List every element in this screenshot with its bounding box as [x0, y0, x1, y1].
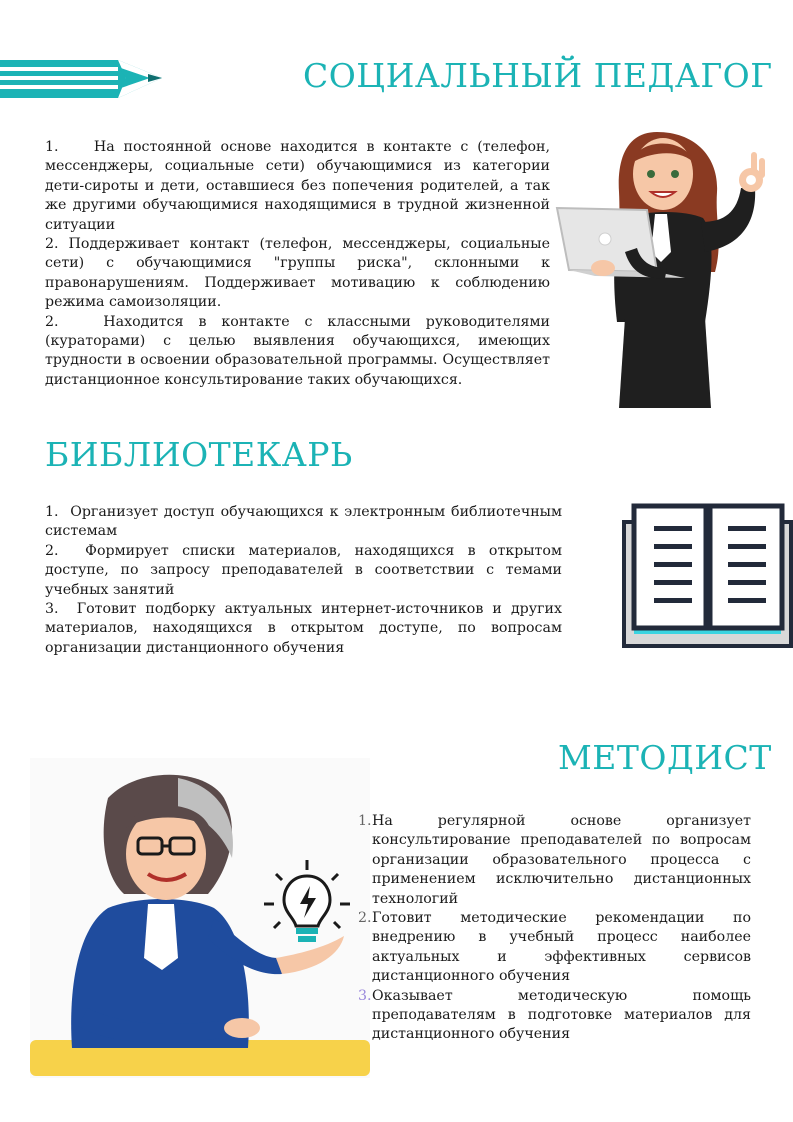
library-text [45, 503, 562, 658]
social-item-3: 2. Находится в контакте с классными руководителями (кураторами) с целью выявления обучающихся, имеющих трудности в освоении образовательной программы. Осуществляет дистанционное консультирование таких обучающихся. [45, 313, 550, 388]
list-number: 1. [358, 813, 372, 829]
section-title-methodist: МЕТОДИСТ [558, 738, 772, 777]
section-title-social: СОЦИАЛЬНЫЙ ПЕДАГОГ [303, 56, 773, 95]
lightbulb-icon [262, 858, 352, 950]
methodist-list [358, 812, 751, 1045]
open-book-icon [620, 500, 793, 652]
library-item-1: 1. Организует доступ обучающихся к электронным библиотечным системам [45, 504, 562, 540]
social-text [45, 138, 550, 390]
list-item-text: Готовит методические рекомендации по внедрению в учебный процесс наиболее актуальных и эффективных сервисов дистанционного обучения [372, 910, 751, 985]
list-item-text: На регулярной основе организует консультирование преподавателей по вопросам организации образовательного процесса с применением исключительно дистанционных технологий [372, 813, 751, 907]
section-title-library: БИБЛИОТЕКАРЬ [45, 435, 353, 474]
pencil-icon [0, 56, 165, 102]
list-item-text: Оказывает методическую помощь преподавателям в подготовке материалов для дистанционного обучения [372, 987, 751, 1043]
methodist-item-2 [358, 909, 751, 987]
library-item-3: 3. Готовит подборку актуальных интернет-источников и других материалов, находящихся в открытом доступе, по вопросам организации дистанционного обучения [45, 601, 562, 656]
teacher-laptop-illustration [555, 122, 775, 412]
list-number: 2. [358, 910, 372, 927]
library-item-2: 2. Формирует списки материалов, находящихся в открытом доступе, по запросу преподавателей в соответствии с темами учебных занятий [45, 542, 562, 598]
social-item-1: 1. На постоянной основе находится в контакте с (телефон, мессенджеры, социальные сети) обучающимися из категории дети-сироты и дети, оставшиеся без попечения родителей, а так же другими обучающимися находящимися в трудной жизненной ситуации [45, 139, 550, 233]
methodist-item-3 [358, 987, 751, 1045]
methodist-item-1 [358, 812, 751, 909]
social-item-2: 2. Поддерживает контакт (телефон, мессенджеры, социальные сети) с обучающимися "группы риска", склонными к правонарушениям. Поддерживает мотивацию к соблюдению режима самоизоляции. [45, 236, 550, 311]
list-number: 3. [358, 987, 372, 1004]
